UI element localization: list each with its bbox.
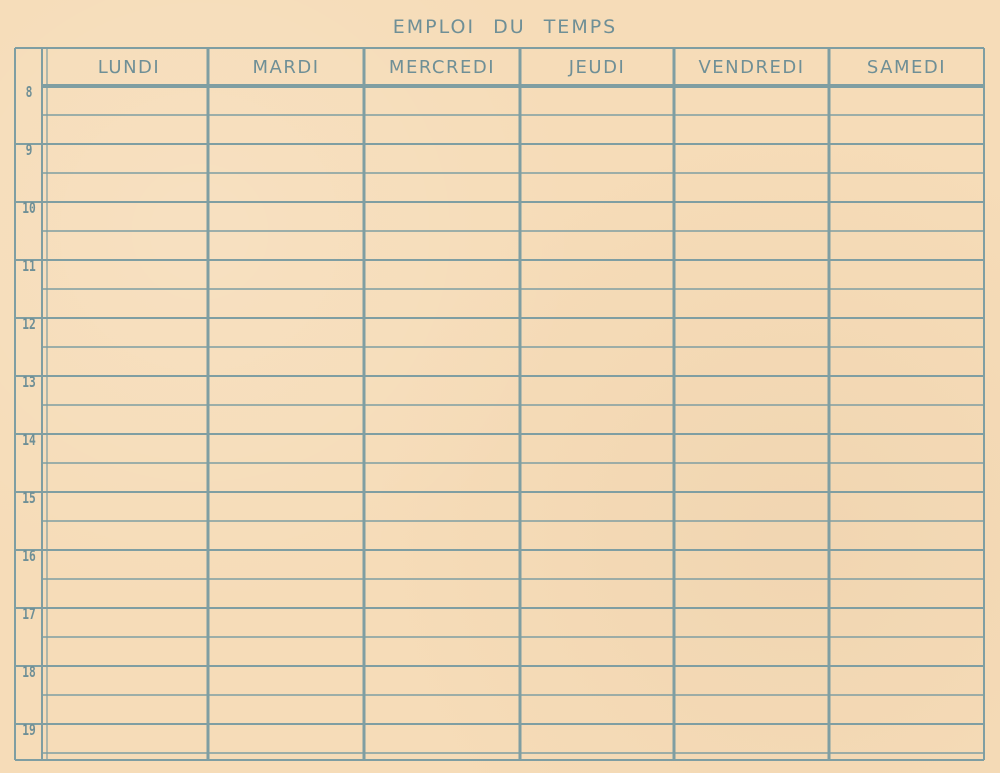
- hour-label-14: 14: [22, 431, 36, 449]
- hour-label-8: 8: [25, 83, 33, 101]
- hour-label-9: 9: [25, 141, 33, 159]
- hour-label-10: 10: [22, 199, 36, 217]
- hour-label-16: 16: [22, 547, 36, 565]
- hour-label-17: 17: [22, 605, 36, 623]
- day-header-samedi: SAMEDI: [866, 57, 947, 78]
- hour-label-12: 12: [22, 315, 36, 333]
- day-header-mardi: MARDI: [252, 57, 320, 78]
- day-header-lundi: LUNDI: [97, 57, 161, 78]
- hour-label-15: 15: [22, 489, 36, 507]
- day-header-jeudi: JEUDI: [568, 57, 626, 78]
- day-header-mercredi: MERCREDI: [388, 57, 496, 78]
- day-header-vendredi: VENDREDI: [698, 57, 805, 78]
- hour-label-13: 13: [22, 373, 36, 391]
- hour-label-19: 19: [22, 721, 36, 739]
- hour-label-18: 18: [22, 663, 36, 681]
- hour-label-11: 11: [22, 257, 36, 275]
- page-title: EMPLOI DU TEMPS: [392, 16, 618, 38]
